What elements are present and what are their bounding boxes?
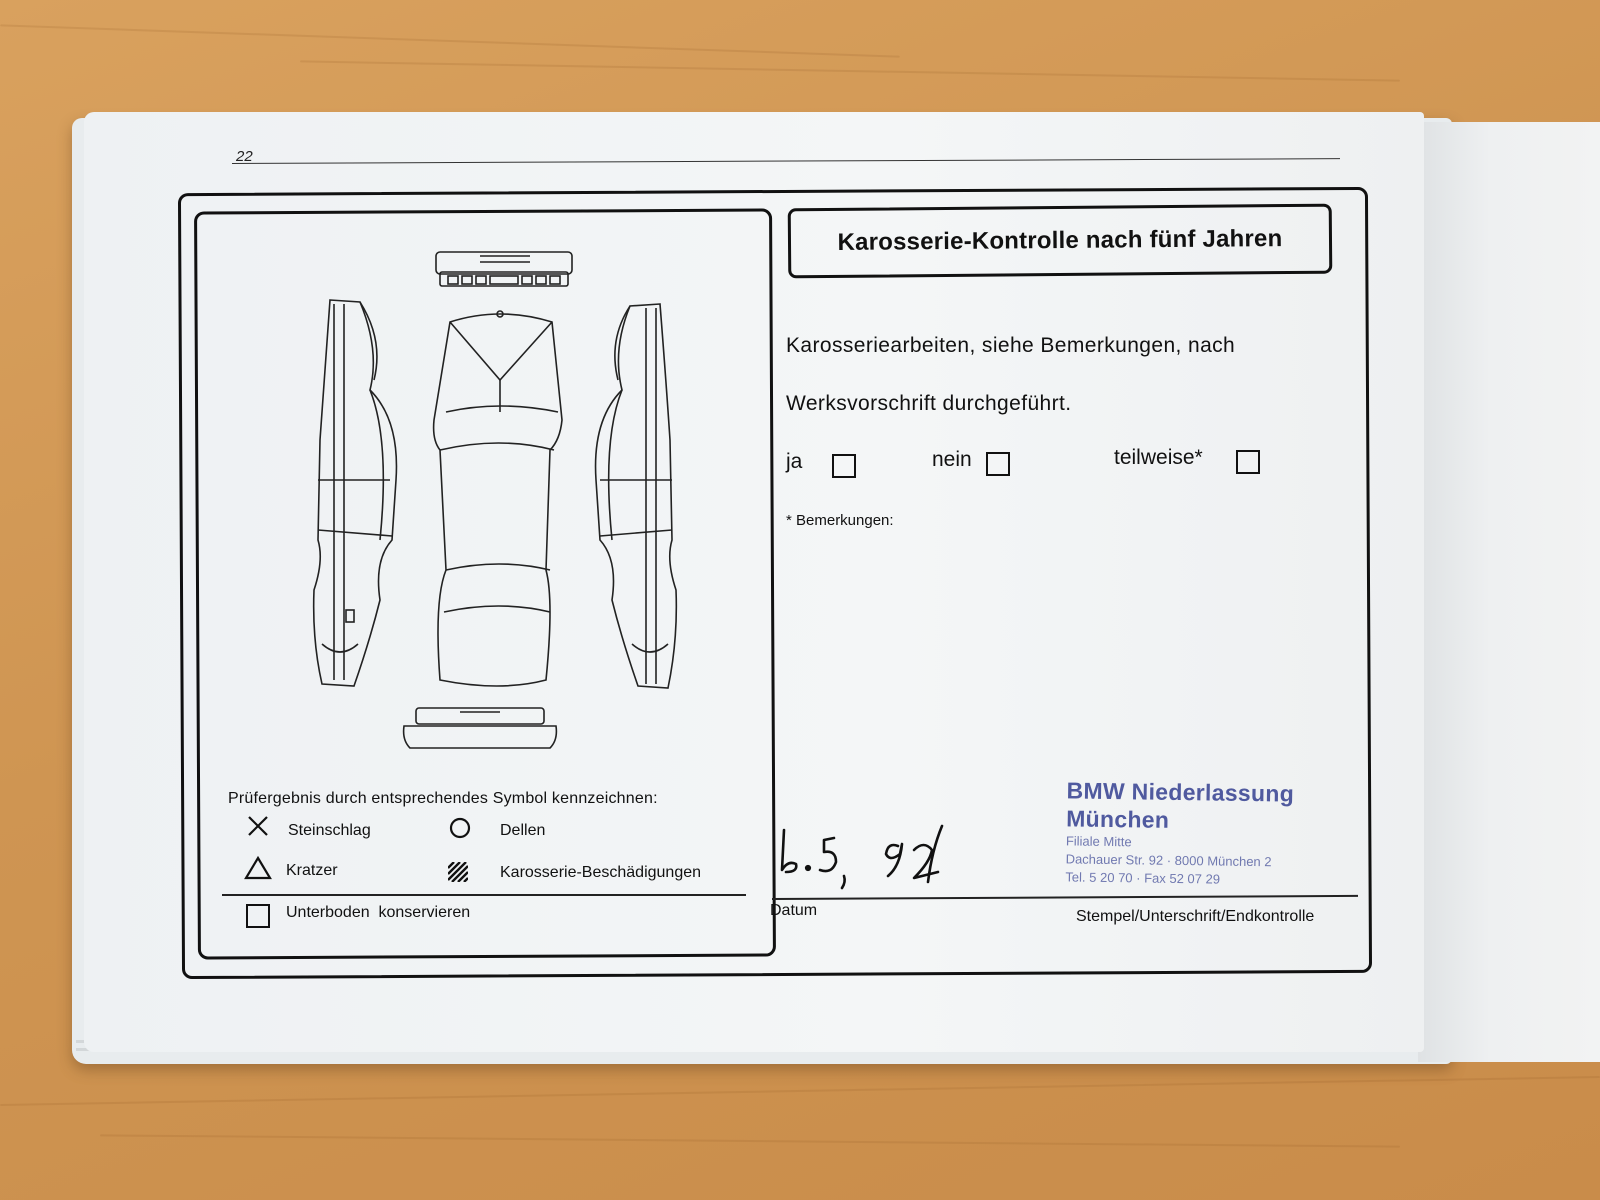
option-partial-label: teilweise*	[1114, 446, 1203, 469]
date-label: Datum	[770, 902, 818, 919]
stamp-line-1: BMW Niederlassung	[1066, 777, 1295, 807]
legend-divider	[222, 894, 746, 896]
stamp-line-2: München	[1066, 805, 1170, 833]
option-yes-label: ja	[786, 450, 803, 473]
option-yes-checkbox[interactable]	[832, 454, 856, 478]
option-no-label: nein	[932, 448, 972, 471]
right-side-view	[596, 304, 677, 688]
legend-scratches: Kratzer	[286, 862, 338, 879]
legend-dents: Dellen	[500, 822, 546, 839]
wood-grain	[0, 1076, 1600, 1106]
underbody-checkbox[interactable]	[246, 904, 270, 928]
legend-body-damage: Karosserie-Beschädigungen	[500, 864, 702, 881]
handwritten-date	[774, 820, 974, 900]
wood-grain	[0, 24, 900, 57]
form-title: Karosserie-Kontrolle nach fünf Jahren	[837, 225, 1283, 256]
page-number: 22	[236, 148, 253, 165]
facing-page	[1418, 122, 1600, 1062]
rear-bumper-view	[404, 708, 557, 748]
circle-icon	[448, 816, 472, 840]
stamp-line-4: Dachauer Str. 92 · 8000 München 2	[1065, 851, 1272, 870]
stamp-line-3: Filiale Mitte	[1065, 833, 1132, 850]
legend-heading: Prüfergebnis durch entsprechendes Symbol kennzeichnen:	[228, 790, 658, 807]
signature-label: Stempel/Unterschrift/Endkontrolle	[1076, 908, 1315, 925]
legend-stone-chip: Steinschlag	[288, 822, 371, 839]
statement-line-1: Karosseriearbeiten, siehe Bemerkungen, nach	[786, 334, 1236, 357]
dealer-stamp	[1065, 776, 1294, 889]
option-no-checkbox[interactable]	[986, 452, 1010, 476]
left-side-view	[314, 300, 397, 686]
front-bumper-view	[436, 252, 572, 286]
legend-underbody: Unterboden konservieren	[286, 904, 471, 921]
hatched-square-icon	[448, 862, 468, 882]
remarks-label: * Bemerkungen:	[786, 512, 894, 529]
form-title-box	[788, 204, 1333, 279]
statement-line-2: Werksvorschrift durchgeführt.	[786, 392, 1072, 415]
top-view-body	[434, 311, 562, 686]
stamp-line-5: Tel. 5 20 70 · Fax 52 07 29	[1065, 869, 1221, 887]
cross-icon	[246, 814, 270, 838]
option-partial-checkbox[interactable]	[1236, 450, 1260, 474]
triangle-icon	[244, 856, 272, 880]
car-body-diagram	[300, 240, 690, 760]
wood-grain	[100, 1134, 1400, 1147]
wood-grain	[300, 60, 1400, 81]
